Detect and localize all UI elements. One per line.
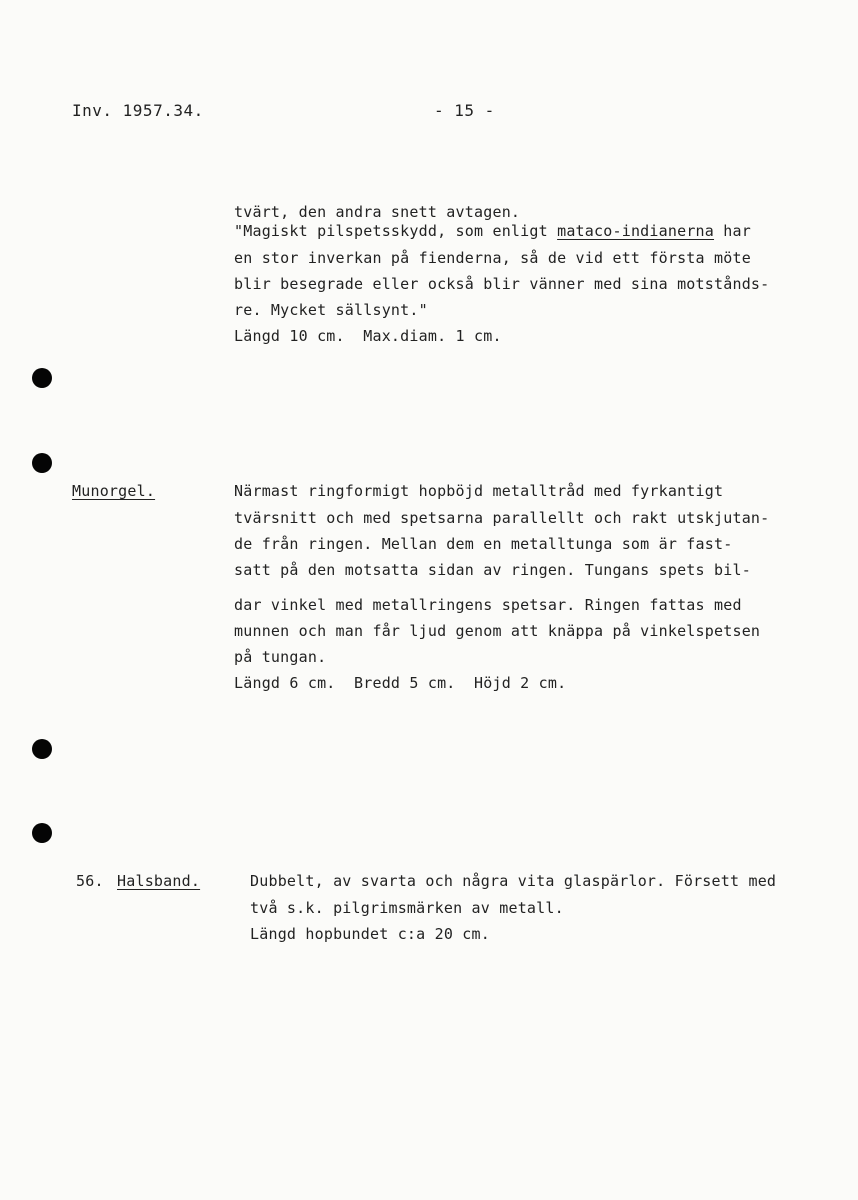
text-segment: "Magiskt pilspetsskydd, som enligt (234, 222, 548, 240)
inventory-number: Inv. 1957.34. (72, 101, 204, 120)
text-line: satt på den motsatta sidan av ringen. Tungans spets bil- (234, 561, 751, 579)
text-line: de från ringen. Mellan dem en metalltunga som är fast- (234, 535, 733, 553)
text-line: munnen och man får ljud genom att knäppa på vinkelspetsen (234, 622, 761, 640)
text-line: blir besegrade eller också blir vänner med sina motstånds- (234, 275, 770, 293)
entry-label: Munorgel. (72, 482, 156, 500)
text-line: Längd hopbundet c:a 20 cm. (250, 925, 490, 943)
text-segment: har (723, 222, 751, 240)
text-line (234, 222, 751, 240)
entry-label: Halsband. (117, 872, 201, 890)
text-line: dar vinkel med metallringens spetsar. Ringen fattas med (234, 596, 742, 614)
punch-hole (32, 739, 52, 759)
text-line: på tungan. (234, 648, 327, 666)
text-line: Längd 10 cm. Max.diam. 1 cm. (234, 327, 502, 345)
punch-hole (32, 823, 52, 843)
punch-hole (32, 368, 52, 388)
text-line: en stor inverkan på fienderna, så de vid ett första möte (234, 249, 751, 267)
text-line: Längd 6 cm. Bredd 5 cm. Höjd 2 cm. (234, 674, 567, 692)
text-line: Dubbelt, av svarta och några vita glaspärlor. Försett med (250, 872, 777, 890)
page-number: - 15 - (434, 101, 495, 120)
text-line: tvärsnitt och med spetsarna parallellt och rakt utskjutan- (234, 509, 770, 527)
underlined-term: mataco-indianerna (557, 222, 715, 240)
text-line: tvärt, den andra snett avtagen. (234, 203, 521, 221)
text-line: Närmast ringformigt hopböjd metalltråd med fyrkantigt (234, 482, 724, 500)
text-line: re. Mycket sällsynt." (234, 301, 428, 319)
entry-number: 56. (76, 872, 104, 890)
text-line: två s.k. pilgrimsmärken av metall. (250, 899, 564, 917)
punch-hole (32, 453, 52, 473)
